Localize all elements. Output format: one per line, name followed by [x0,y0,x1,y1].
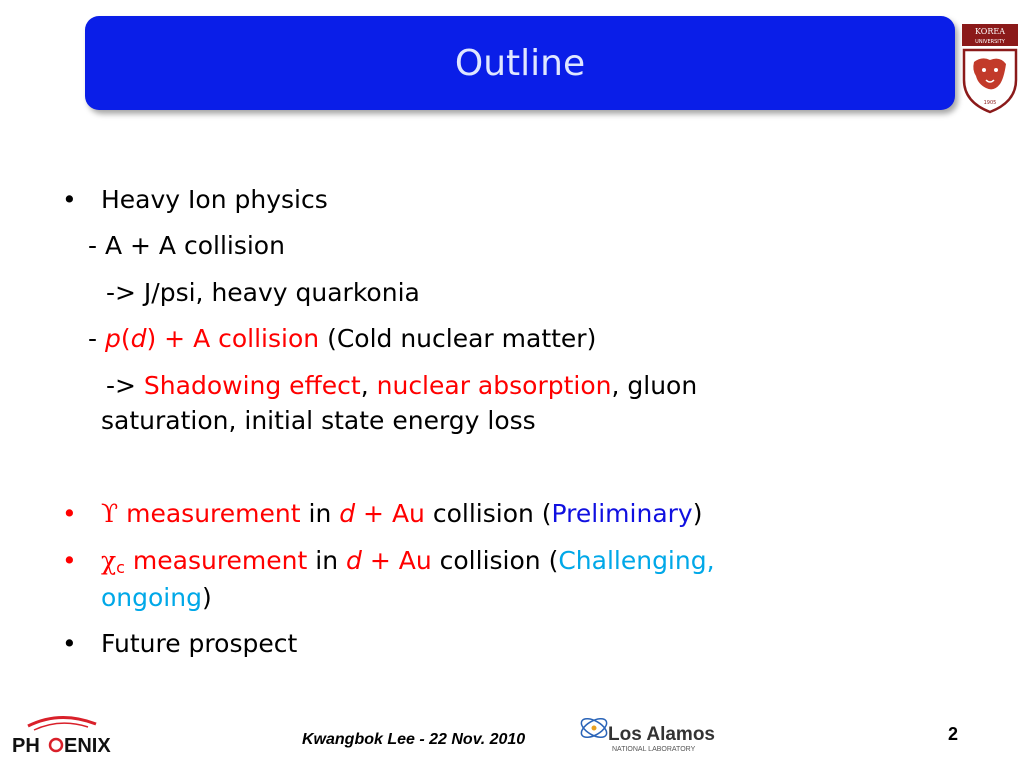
preliminary: Preliminary [551,499,693,528]
sub-aa-collision: - A + A collision [88,231,285,260]
sub-jpsi: -> J/psi, heavy quarkonia [106,278,420,307]
bullet-heavy-ion: Heavy Ion physics [101,185,328,214]
bullet-chic-line2 [101,582,212,614]
korea-logo-subtext: UNIVERSITY [975,39,1005,45]
sub-pd-collision [88,323,596,355]
pd-collision-red: ) + A collision [146,324,320,353]
measurement-red: measurement [124,546,308,575]
bullet-dot: • [62,629,77,658]
shadowing-effect: Shadowing effect [143,371,361,400]
korea-logo-text: KOREA [975,27,1005,36]
sub-saturation: saturation, initial state energy loss [101,406,536,435]
bullet-chic [101,545,715,584]
in: in [307,546,347,575]
p-italic: p [104,324,121,353]
lanl-subtext: NATIONAL LABORATORY [612,746,696,753]
chi-symbol: χ [101,546,117,575]
phenix-text-right: ENIX [64,735,111,757]
los-alamos-logo [572,704,722,756]
d-italic: d [130,324,147,353]
bullet-dot: • [62,499,77,528]
cold-nuclear-matter: (Cold nuclear matter) [319,324,597,353]
bullet-upsilon [101,498,703,530]
page-number: 2 [948,724,959,744]
collision: collision ( [431,546,559,575]
comma: , [360,371,377,400]
paren-close: ) [692,499,703,528]
footer-author: Kwangbok Lee - 22 Nov. 2010 [302,731,526,748]
phenix-logo [10,712,130,758]
in: in [300,499,340,528]
challenging: Challenging, [558,546,715,575]
bullet-dot: • [62,546,77,575]
lanl-text: Los Alamos [608,724,715,745]
plus-au: + Au [361,546,432,575]
slide-title: Outline [454,42,586,84]
ongoing: ongoing [101,583,202,612]
d-italic: d [346,546,362,575]
bullet-dot: • [62,185,77,214]
plus-au: + Au [355,499,425,528]
arrow: -> [106,371,144,400]
collision: collision ( [424,499,552,528]
upsilon-symbol: ϒ [101,499,119,528]
chi-subscript: c [116,558,125,577]
nuclear-absorption: nuclear absorption [376,371,612,400]
paren-open: ( [120,324,131,353]
paren-close: ) [201,583,212,612]
d-italic: d [339,499,356,528]
gluon: , gluon [611,371,698,400]
korea-logo-year: 1905 [983,100,997,106]
dash: - [88,324,105,353]
phenix-text-left: PH [12,735,40,757]
sub-shadowing [106,370,697,402]
measurement-red: measurement [118,499,301,528]
bullet-future: Future prospect [101,629,298,658]
